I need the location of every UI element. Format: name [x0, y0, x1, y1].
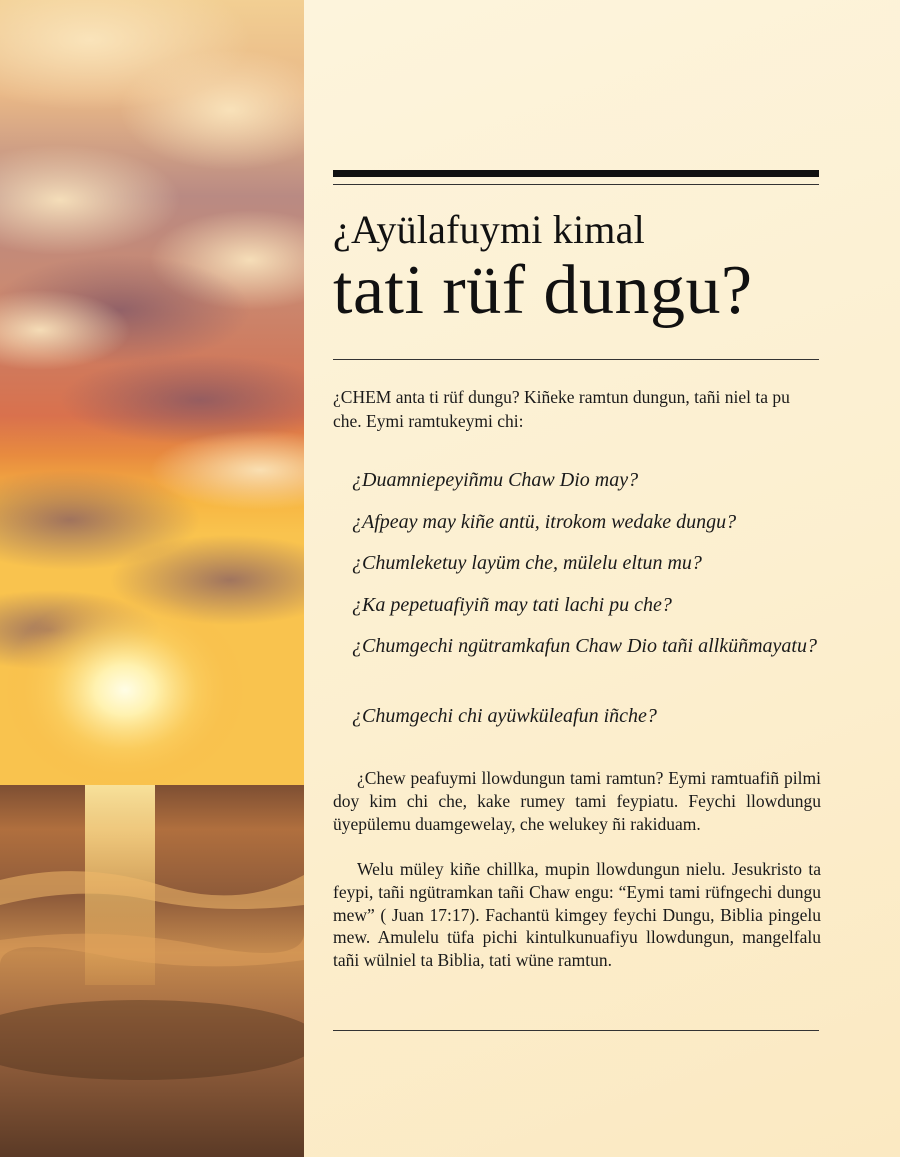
question-item: ¿Chumgechi chi ayüwküleafun iñche? [352, 705, 657, 727]
intro-text: ¿CHEM anta ti rüf dungu? Kiñeke ramtun dungun, tañi niel ta pu che. Eymi ramtukeymi chi: [333, 387, 790, 431]
question-item: ¿Chumgechi ngütramkafun Chaw Dio tañi allküñmayatu? [352, 635, 817, 657]
body-paragraph: ¿Chew peafuymi llowdungun tami ramtun? Eymi ramtuafiñ pilmi doy kim chi che, kake rumey tami feypiatu. Feychi llowdungu üyepülemu duamgewelay, che welukey ñi rakiduam. [333, 768, 821, 834]
question-item: ¿Chumleketuy layüm che, mülelu eltun mu? [352, 552, 702, 574]
body-paragraph: Welu müley kiñe chillka, mupin llowdungun nielu. Jesukristo ta feypi, tañi ngütramkan tañi Chaw engu: “Eymi tami rüfngechi dungu mew” ( Juan 17:17). Fachantü kimgey feychi Dungu, Biblia pingelu mew. Amulelu tüfa pichi kintulkunuafiyu llowdungun, mangelfalu tañi wülniel ta Biblia, tati wüne ramtun. [333, 859, 821, 971]
question-item: ¿Ka pepetuafiyiñ may tati lachi pu che? [352, 594, 672, 616]
bottom-rule [333, 1030, 819, 1031]
title-line-1: ¿Ayülafuymi kimal [333, 207, 645, 252]
title-rule-thick [333, 170, 819, 177]
question-item: ¿Afpeay may kiñe antü, itrokom wedake dungu? [352, 511, 737, 533]
title-line-2: tati rüf dungu? [333, 252, 753, 329]
title-underline [333, 359, 819, 360]
sunset-photo [0, 0, 304, 1157]
title-rule-thin [333, 184, 819, 185]
question-item: ¿Duamniepeyiñmu Chaw Dio may? [352, 469, 639, 491]
